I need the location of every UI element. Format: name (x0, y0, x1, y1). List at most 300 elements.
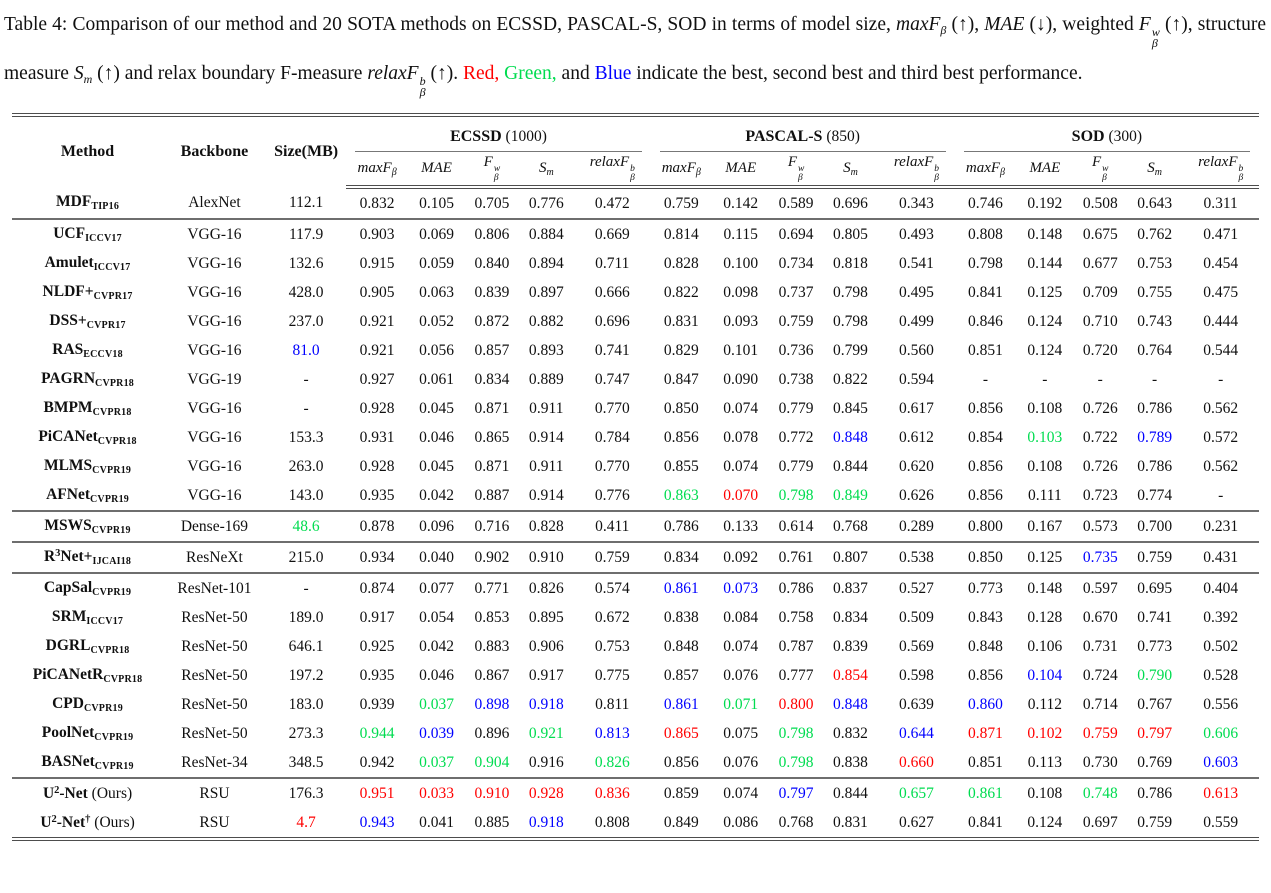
metric-value-cell: 0.042 (419, 637, 454, 655)
metric-value-cell: 0.574 (594, 579, 630, 597)
method-venue-subscript: CVPR18 (103, 674, 143, 685)
method-venue-subscript: ECCV18 (83, 349, 123, 360)
metric-value-cell: 0.639 (899, 695, 934, 713)
metric-value-cell: 0.851 (955, 748, 1016, 778)
metric-value-cell: 0.144 (1027, 254, 1063, 272)
metric-value-cell: 0.052 (419, 312, 454, 330)
table-row (12, 219, 1259, 249)
metric-value-cell: 0.779 (778, 399, 814, 417)
metric-value-cell: 0.774 (1127, 481, 1182, 511)
metric-value-cell: 0.753 (594, 637, 630, 655)
metric-header (712, 152, 769, 187)
size-cell: 176.3 (288, 784, 324, 802)
table-header (12, 115, 1259, 187)
metric-value-cell: 0.764 (1137, 341, 1173, 359)
metric-value-cell: 0.454 (1203, 254, 1239, 272)
metric-value-cell: 0.084 (723, 608, 759, 626)
metric-value-cell: 0.848 (663, 637, 699, 655)
metric-value-cell: 0.786 (1137, 784, 1173, 802)
metric-value-cell: 0.544 (1203, 341, 1239, 359)
metric-header (1074, 152, 1127, 187)
metric-header (878, 152, 955, 187)
metric-value-cell: 0.906 (528, 637, 564, 655)
metric-value-cell: 0.838 (823, 748, 878, 778)
metric-value-cell: 0.928 (528, 784, 564, 802)
metric-value-cell: 0.871 (474, 399, 510, 417)
metric-value-cell: 0.854 (833, 666, 868, 684)
method-name: CapSal (43, 579, 93, 596)
size-cell: 4.7 (296, 813, 316, 831)
size-cell: 263.0 (288, 457, 324, 475)
table-row (12, 481, 1259, 511)
method-name: AFNet (46, 486, 90, 503)
metric-value-cell: 0.074 (723, 457, 759, 475)
metric-value-cell: 0.748 (1082, 784, 1118, 802)
backbone-cell: ResNet-50 (181, 637, 248, 655)
metric-header (1016, 152, 1073, 187)
metric-value-cell: 0.074 (723, 784, 759, 802)
method-venue-subscript: TIP16 (91, 201, 120, 212)
metric-value-cell: 0.063 (419, 283, 454, 301)
metric-value-cell: 0.672 (594, 608, 630, 626)
size-cell: 117.9 (288, 225, 324, 243)
metric-value-cell: 0.818 (833, 254, 868, 272)
method-venue-subscript: CVPR18 (92, 407, 132, 418)
metric-value-cell: 0.832 (833, 724, 868, 742)
method-cell (12, 690, 163, 719)
metric-value-cell: 0.112 (1027, 695, 1063, 713)
metric-value-cell: 0.768 (823, 511, 878, 542)
metric-value-cell: 0.710 (1082, 312, 1118, 330)
metric-value-cell: 0.836 (594, 784, 630, 802)
method-superscript: 3 (55, 548, 61, 559)
method-cell (12, 511, 163, 542)
backbone-cell: VGG-16 (187, 312, 242, 330)
backbone-cell: VGG-19 (187, 370, 242, 388)
size-cell: 112.1 (266, 187, 347, 219)
metric-value-cell: 0.093 (723, 312, 759, 330)
metric-value-cell: 0.865 (663, 724, 699, 742)
metric-value-cell: 0.759 (574, 542, 651, 573)
metric-value-cell: 0.411 (574, 511, 651, 542)
metric-value-cell: 0.832 (346, 187, 407, 219)
metric-value-cell: 0.101 (723, 341, 759, 359)
metric-value-cell: 0.834 (833, 608, 868, 626)
table-row (12, 278, 1259, 307)
table-row (12, 661, 1259, 690)
method-cell (12, 187, 163, 219)
column-header-sizemb: Size(MB) (274, 143, 339, 160)
metric-value-cell: 0.598 (899, 666, 934, 684)
method-name: BMPM (43, 399, 93, 416)
backbone-cell: ResNet-34 (163, 748, 266, 778)
table-row (12, 307, 1259, 336)
method-name: -Net (59, 784, 88, 802)
metric-value-cell: 0.090 (723, 370, 759, 388)
metric-value-cell: 0.075 (723, 724, 759, 742)
metric-math: relaxF b β (1198, 154, 1244, 183)
metric-value-cell: 0.902 (465, 542, 518, 573)
metric-value-cell: 0.102 (1027, 724, 1063, 742)
metric-value-cell: 0.834 (651, 542, 712, 573)
method-cell (12, 661, 163, 690)
metric-value-cell: 0.883 (474, 637, 510, 655)
backbone-cell: ResNet-101 (177, 579, 252, 597)
metric-value-cell: 0.074 (723, 637, 759, 655)
metric-value-cell: 0.915 (359, 254, 395, 272)
method-name: DGRL (45, 637, 91, 654)
metric-math: MAE (421, 160, 452, 176)
metric-value-cell: 0.076 (712, 748, 769, 778)
metric-value-cell: 0.669 (594, 225, 630, 243)
metric-value-cell: 0.838 (663, 608, 699, 626)
dataset-name: ECSSD (450, 128, 502, 145)
metric-value-cell: 0.404 (1203, 579, 1239, 597)
metric-value-cell: 0.910 (474, 784, 510, 802)
metric-header (574, 152, 651, 187)
metric-value-cell: 0.562 (1203, 399, 1239, 417)
metric-value-cell: 0.527 (899, 579, 934, 597)
metric-value-cell: 0.077 (419, 579, 454, 597)
method-name: R (43, 548, 56, 565)
metric-value-cell: 0.861 (663, 579, 699, 597)
method-venue-subscript: CVPR19 (90, 494, 129, 505)
caption-text: (↑), (946, 14, 985, 35)
metric-value-cell: 0.738 (778, 370, 814, 388)
metric-value-cell: 0.917 (359, 608, 395, 626)
metric-header (769, 152, 822, 187)
metric-value-cell: 0.800 (778, 695, 814, 713)
metric-value-cell: 0.148 (1027, 579, 1063, 597)
metric-value-cell: 0.910 (519, 542, 574, 573)
dataset-group-header (955, 115, 1259, 152)
method-cell (12, 808, 163, 839)
metric-value-cell: 0.115 (723, 225, 758, 243)
metric-value-cell: 0.911 (529, 457, 564, 475)
size-cell: 153.3 (288, 428, 324, 446)
metric-value-cell: 0.789 (1137, 428, 1173, 446)
method-name: PiCANetR (32, 666, 104, 683)
metric-value-cell: 0.845 (833, 399, 868, 417)
metric-value-cell: - (1182, 481, 1259, 511)
metric-value-cell: 0.589 (769, 187, 822, 219)
method-cell (12, 632, 163, 661)
backbone-cell: VGG-16 (187, 341, 242, 359)
method-tail: (Ours) (90, 813, 135, 831)
backbone-cell: VGG-16 (187, 428, 242, 446)
metric-value-cell: 0.831 (833, 813, 868, 831)
metric-value-cell: 0.850 (663, 399, 699, 417)
size-cell: 197.2 (288, 666, 324, 684)
caption-color-word: Green, (504, 63, 557, 84)
metric-value-cell: 0.037 (419, 695, 454, 713)
metric-value-cell: 0.762 (1137, 225, 1173, 243)
metric-value-cell: 0.231 (1182, 511, 1259, 542)
method-name: U (40, 813, 52, 831)
metric-value-cell: 0.776 (574, 481, 651, 511)
metric-value-cell: 0.775 (594, 666, 630, 684)
method-name: MLMS (43, 457, 93, 474)
metric-value-cell: - (1042, 370, 1048, 388)
metric-value-cell: 0.798 (778, 724, 814, 742)
backbone-cell: ResNet-50 (181, 666, 248, 684)
backbone-cell: ResNet-50 (181, 695, 248, 713)
method-cell (12, 481, 163, 511)
metric-value-cell: 0.731 (1082, 637, 1118, 655)
metric-value-cell: 0.944 (359, 724, 395, 742)
metric-math: $S_m$ (1147, 159, 1162, 178)
metric-value-cell: 0.113 (1016, 748, 1073, 778)
metric-header (823, 152, 878, 187)
method-venue-subscript: CVPR19 (94, 761, 134, 772)
table-row (12, 748, 1259, 778)
caption-math: relaxF b β (367, 63, 426, 99)
metric-math: maxF$_\beta$ (965, 159, 1005, 178)
method-venue-subscript: CVPR17 (93, 291, 133, 302)
metric-value-cell: 0.859 (663, 784, 699, 802)
method-cell (12, 423, 163, 452)
size-cell: 48.6 (266, 511, 347, 542)
metric-value-cell: 0.073 (723, 579, 759, 597)
metric-value-cell: 0.096 (408, 511, 465, 542)
dataset-group-header (346, 115, 650, 152)
method-superscript: † (85, 813, 91, 825)
metric-value-cell: 0.767 (1137, 695, 1173, 713)
method-venue-subscript: CVPR19 (91, 525, 131, 536)
metric-value-cell: 0.711 (595, 254, 630, 272)
metric-header (519, 152, 574, 187)
table-row (12, 778, 1259, 808)
metric-value-cell: 0.882 (528, 312, 564, 330)
metric-value-cell: 0.124 (1027, 813, 1063, 831)
method-cell (12, 394, 163, 423)
metric-value-cell: 0.893 (528, 341, 564, 359)
metric-value-cell: 0.716 (465, 511, 518, 542)
method-cell (12, 365, 163, 394)
metric-value-cell: 0.935 (346, 481, 407, 511)
table-body (12, 187, 1259, 839)
metric-value-cell: 0.856 (955, 481, 1016, 511)
metric-value-cell: 0.444 (1203, 312, 1239, 330)
caption-color-word: Red, (462, 63, 500, 84)
metric-math: $S_m$ (538, 159, 554, 178)
method-cell (12, 278, 163, 307)
metric-value-cell: 0.905 (359, 283, 395, 301)
method-superscript: 2 (51, 813, 57, 825)
metric-value-cell: 0.851 (968, 341, 1003, 359)
size-cell: 143.0 (266, 481, 347, 511)
metric-value-cell: 0.860 (968, 695, 1003, 713)
metric-value-cell: 0.741 (1137, 608, 1173, 626)
table-row (12, 690, 1259, 719)
metric-value-cell: 0.848 (833, 428, 868, 446)
metric-value-cell: 0.857 (474, 341, 510, 359)
metric-value-cell: 0.813 (594, 724, 630, 742)
metric-value-cell: 0.798 (968, 254, 1003, 272)
metric-value-cell: 0.768 (778, 813, 814, 831)
metric-value-cell: 0.935 (359, 666, 395, 684)
metric-value-cell: 0.045 (419, 399, 454, 417)
metric-value-cell: 0.508 (1074, 187, 1127, 219)
metric-value-cell: 0.934 (346, 542, 407, 573)
metric-value-cell: 0.100 (723, 254, 759, 272)
metric-value-cell: - (1152, 370, 1158, 388)
metric-math: MAE (725, 160, 757, 176)
metric-value-cell: 0.896 (474, 724, 510, 742)
metric-header (408, 152, 465, 187)
metric-value-cell: 0.917 (528, 666, 564, 684)
metric-value-cell: 0.790 (1137, 666, 1173, 684)
method-venue-subscript: CVPR19 (92, 465, 132, 476)
metric-value-cell: 0.569 (899, 637, 934, 655)
metric-value-cell: 0.734 (778, 254, 814, 272)
metric-value-cell: 0.786 (651, 511, 712, 542)
metric-value-cell: 0.903 (359, 225, 395, 243)
metric-value-cell: 0.709 (1082, 283, 1118, 301)
metric-value-cell: 0.472 (574, 187, 651, 219)
metric-value-cell: 0.046 (419, 666, 454, 684)
metric-value-cell: 0.644 (899, 724, 934, 742)
metric-value-cell: 0.741 (594, 341, 630, 359)
metric-value-cell: 0.735 (1074, 542, 1127, 573)
backbone-cell: VGG-16 (187, 225, 242, 243)
metric-value-cell: 0.528 (1203, 666, 1239, 684)
metric-value-cell: 0.573 (1074, 511, 1127, 542)
metric-value-cell: 0.871 (474, 457, 510, 475)
metric-value-cell: 0.776 (519, 187, 574, 219)
metric-value-cell: 0.856 (663, 428, 699, 446)
metric-value-cell: 0.493 (899, 225, 934, 243)
metric-value-cell: 0.889 (528, 370, 564, 388)
metric-value-cell: 0.798 (769, 481, 822, 511)
metric-value-cell: 0.074 (723, 399, 759, 417)
table-row (12, 573, 1259, 603)
metric-value-cell: 0.849 (663, 813, 699, 831)
metric-value-cell: 0.885 (474, 813, 510, 831)
metric-value-cell: 0.061 (419, 370, 454, 388)
metric-value-cell: 0.167 (1016, 511, 1073, 542)
metric-value-cell: 0.753 (1137, 254, 1173, 272)
column-header-method: Method (60, 143, 115, 160)
method-name: U (42, 784, 55, 802)
metric-value-cell: 0.856 (968, 457, 1003, 475)
size-cell: 646.1 (288, 637, 324, 655)
backbone-cell: VGG-16 (187, 283, 242, 301)
metric-value-cell: 0.614 (769, 511, 822, 542)
metric-value-cell: 0.839 (833, 637, 868, 655)
metric-value-cell: 0.726 (1082, 399, 1118, 417)
caption-text: Table 4: Comparison of our method and 20 SOTA methods on ECSSD, PASCAL-S, SOD in terms of model size, (4, 14, 896, 35)
method-cell (12, 748, 163, 778)
caption-math: MAE (984, 14, 1025, 35)
metric-value-cell: 0.814 (663, 225, 699, 243)
size-cell: - (303, 579, 309, 597)
metric-value-cell: 0.884 (528, 225, 564, 243)
metric-value-cell: 0.471 (1203, 225, 1239, 243)
metric-value-cell: 0.786 (778, 579, 814, 597)
caption-color-word: Blue (594, 63, 632, 84)
metric-value-cell: 0.797 (1137, 724, 1173, 742)
metric-value-cell: 0.759 (1082, 724, 1118, 742)
metric-value-cell: 0.104 (1027, 666, 1063, 684)
header-row-groups (12, 115, 1259, 152)
table-caption (0, 0, 1271, 101)
metric-value-cell: 0.805 (833, 225, 868, 243)
method-name: PoolNet (41, 724, 95, 741)
backbone-cell: ResNeXt (163, 542, 266, 573)
metric-value-cell: 0.033 (419, 784, 454, 802)
metric-value-cell: 0.872 (474, 312, 510, 330)
metric-value-cell: 0.878 (346, 511, 407, 542)
metric-value-cell: 0.846 (968, 312, 1003, 330)
metric-math: F w β (787, 154, 805, 183)
metric-value-cell: 0.770 (594, 399, 630, 417)
metric-value-cell: 0.556 (1203, 695, 1239, 713)
column-header-backbone: Backbone (180, 143, 249, 160)
metric-value-cell: 0.784 (594, 428, 630, 446)
metric-value-cell: 0.392 (1203, 608, 1239, 626)
metric-value-cell: 0.828 (519, 511, 574, 542)
metric-value-cell: 0.041 (419, 813, 454, 831)
metric-value-cell: 0.865 (474, 428, 510, 446)
metric-value-cell: - (1097, 370, 1103, 388)
metric-value-cell: 0.192 (1016, 187, 1073, 219)
dataset-count: (850) (822, 128, 860, 145)
method-name: BASNet (41, 753, 95, 770)
metric-value-cell: 0.797 (778, 784, 814, 802)
metric-value-cell: 0.108 (1027, 457, 1063, 475)
metric-value-cell: 0.475 (1203, 283, 1239, 301)
metric-value-cell: 0.040 (408, 542, 465, 573)
method-venue-subscript: CVPR19 (92, 587, 132, 598)
dataset-name: PASCAL-S (745, 128, 823, 145)
metric-value-cell: 0.737 (778, 283, 814, 301)
metric-value-cell: 0.867 (474, 666, 510, 684)
metric-value-cell: 0.871 (968, 724, 1003, 742)
method-venue-subscript: ICCV17 (93, 262, 131, 273)
metric-value-cell: 0.921 (359, 341, 395, 359)
metric-value-cell: 0.660 (878, 748, 955, 778)
table-row (12, 452, 1259, 481)
metric-header (1127, 152, 1182, 187)
metric-value-cell: 0.617 (899, 399, 934, 417)
metric-value-cell: 0.914 (519, 481, 574, 511)
metric-value-cell: 0.942 (346, 748, 407, 778)
metric-value-cell: 0.928 (359, 457, 395, 475)
metric-value-cell: 0.675 (1082, 225, 1118, 243)
comparison-table (12, 113, 1259, 841)
metric-value-cell: 0.841 (968, 283, 1003, 301)
metric-value-cell: 0.939 (359, 695, 395, 713)
metric-value-cell: 0.841 (968, 813, 1003, 831)
metric-value-cell: 0.856 (651, 748, 712, 778)
metric-value-cell: 0.799 (833, 341, 868, 359)
metric-value-cell: 0.657 (899, 784, 934, 802)
method-venue-subscript: ICCV17 (86, 616, 124, 627)
method-cell (12, 542, 163, 573)
metric-value-cell: 0.559 (1203, 813, 1239, 831)
metric-value-cell: 0.927 (359, 370, 395, 388)
metric-value-cell: 0.808 (594, 813, 630, 831)
caption-math: maxF$_\beta$ (896, 14, 947, 37)
metric-value-cell: 0.773 (968, 579, 1003, 597)
size-cell: 215.0 (266, 542, 347, 573)
metric-math: relaxF b β (893, 154, 940, 183)
caption-text: (↑), structure measure (4, 14, 1266, 84)
metric-value-cell: 0.722 (1082, 428, 1118, 446)
metric-value-cell: 0.831 (663, 312, 699, 330)
metric-math: F w β (1091, 154, 1109, 183)
